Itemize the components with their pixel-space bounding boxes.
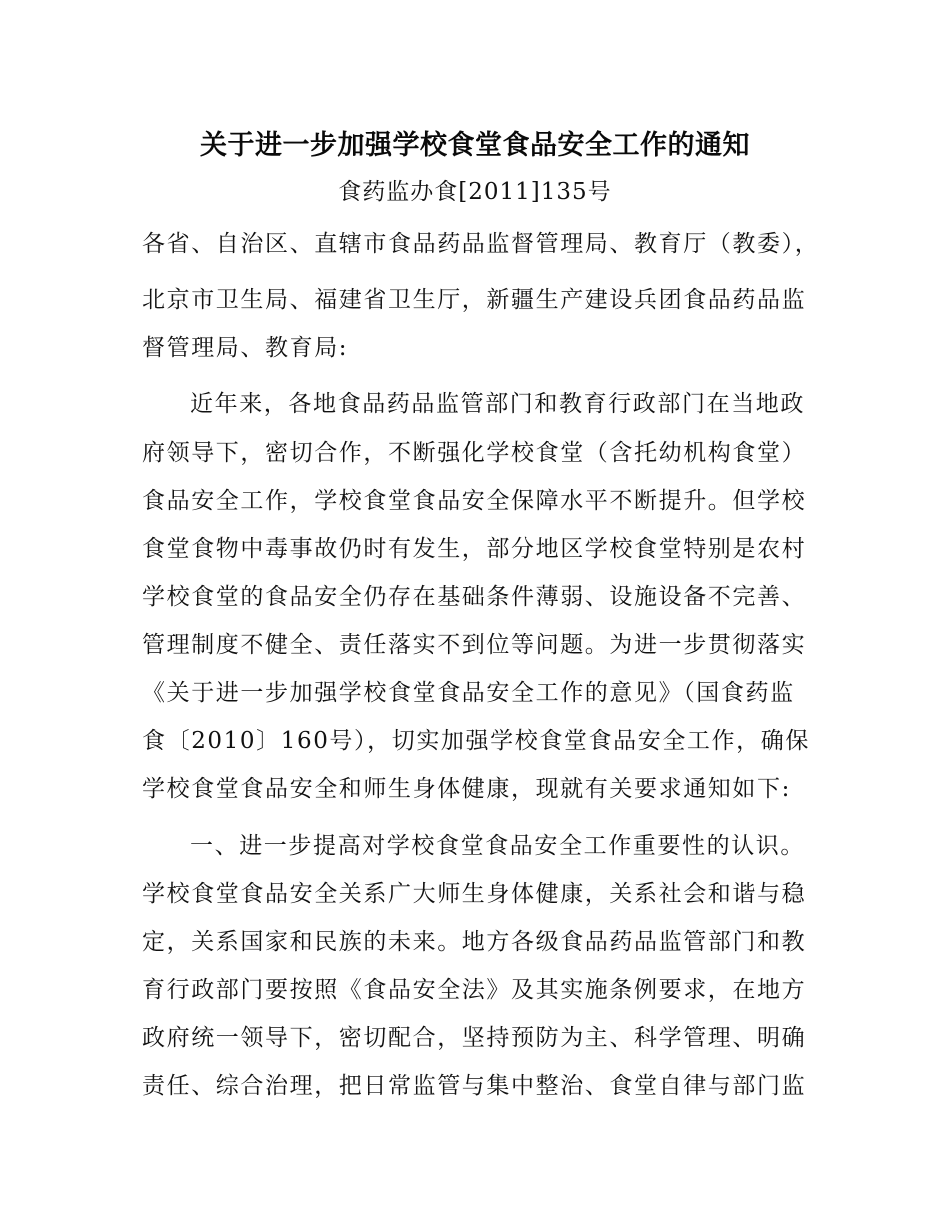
body-line: 责任、综合治理，把日常监管与集中整治、食堂自律与部门监	[142, 1073, 807, 1099]
document-number: 食药监办食[2011]135号	[338, 179, 612, 205]
addressee-line: 各省、自治区、直辖市食品药品监督管理局、教育厅（教委），	[142, 231, 820, 257]
body-line: 近年来，各地食品药品监管部门和教育行政部门在当地政	[190, 391, 805, 417]
document-title: 关于进一步加强学校食堂食品安全工作的通知	[200, 130, 750, 161]
body-line: 管理制度不健全、责任落实不到位等问题。为进一步贯彻落实	[142, 632, 807, 658]
body-line: 政府统一领导下，密切配合，坚持预防为主、科学管理、明确	[142, 1025, 807, 1051]
body-line: 学校食堂的食品安全仍存在基础条件薄弱、设施设备不完善、	[142, 584, 807, 610]
body-line: 育行政部门要按照《食品安全法》及其实施条例要求，在地方	[142, 977, 807, 1003]
body-line: 《关于进一步加强学校食堂食品安全工作的意见》（国食药监	[142, 680, 795, 706]
body-line: 食〔2010〕160号），切实加强学校食堂食品安全工作，确保	[142, 728, 810, 754]
body-line: 定，关系国家和民族的未来。地方各级食品药品监管部门和教	[142, 929, 807, 955]
addressee-line: 北京市卫生局、福建省卫生厅，新疆生产建设兵团食品药品监	[142, 287, 807, 313]
body-line: 食堂食物中毒事故仍时有发生，部分地区学校食堂特别是农村	[142, 536, 807, 562]
section-heading-line: 一、进一步提高对学校食堂食品安全工作重要性的认识。	[190, 833, 805, 859]
body-line: 学校食堂食品安全和师生身体健康，现就有关要求通知如下:	[142, 776, 791, 802]
body-line: 学校食堂食品安全关系广大师生身体健康，关系社会和谐与稳	[142, 881, 807, 907]
body-line: 府领导下，密切合作，不断强化学校食堂（含托幼机构食堂）	[142, 440, 807, 466]
addressee-line: 督管理局、教育局:	[142, 335, 349, 361]
body-line: 食品安全工作，学校食堂食品安全保障水平不断提升。但学校	[142, 488, 807, 514]
